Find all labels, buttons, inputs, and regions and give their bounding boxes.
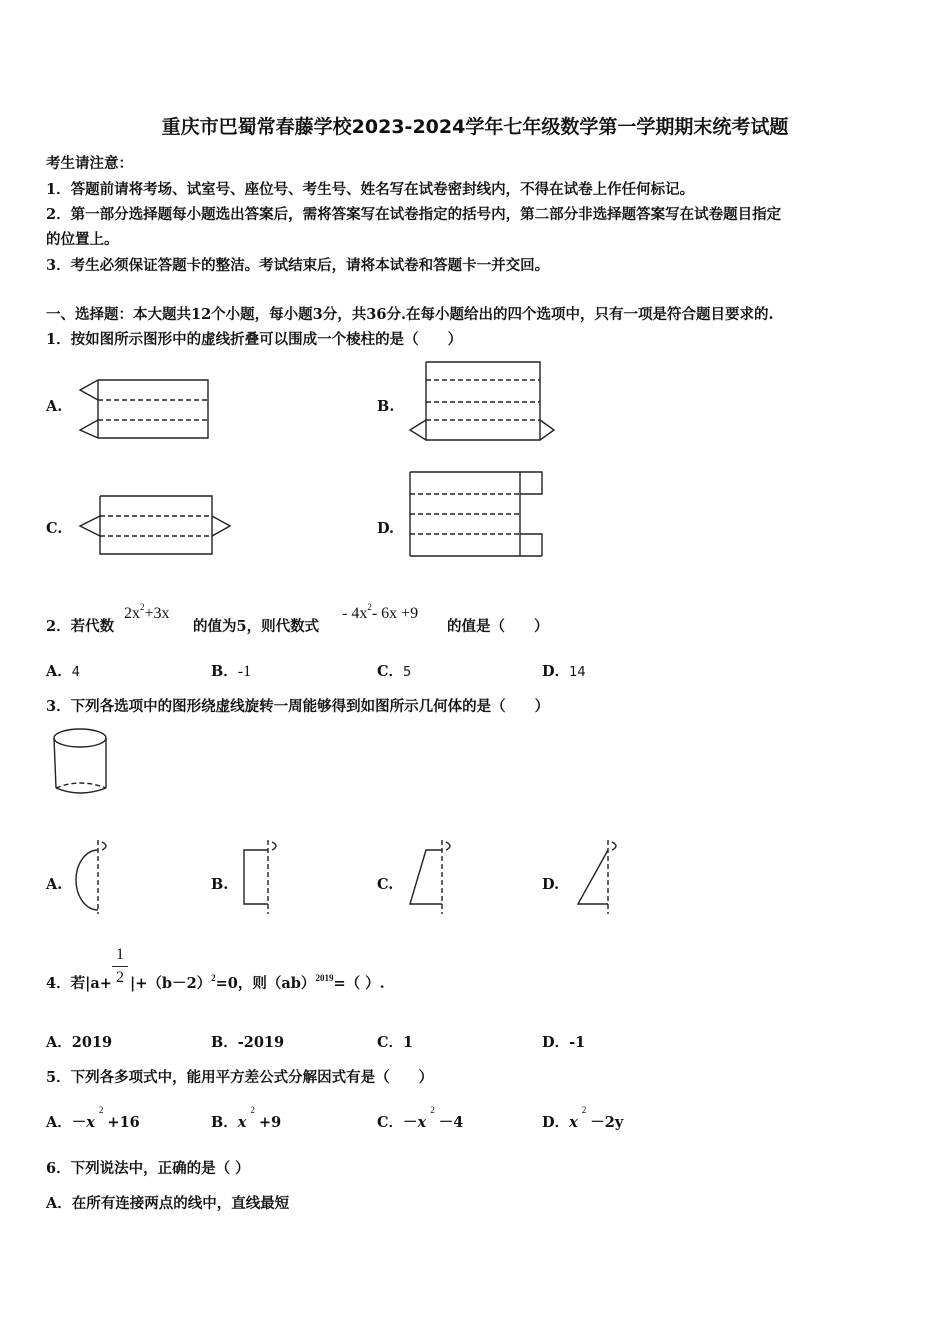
q3-cylinder-figure — [50, 726, 112, 798]
q4-fraction-denominator: 2 — [116, 969, 124, 986]
q1-option-b-label[interactable]: B. — [377, 398, 395, 415]
q2-expr2-exponent: 2 — [367, 602, 372, 612]
q2-expression-2 — [342, 603, 418, 623]
q4-option-c[interactable]: C．1 — [377, 1034, 414, 1051]
q3-figure-d-triangle — [570, 836, 626, 916]
q2-option-a[interactable]: A．4 — [46, 663, 81, 680]
section-heading: 一、选择题：本大题共12个小题，每小题3分，共36分.在每小题给出的四个选项中，只有一项是符合题目要求的. — [46, 306, 774, 323]
q3-figure-b-rectangle — [238, 836, 288, 916]
q2-option-c[interactable]: C．5 — [377, 663, 412, 680]
q4-fraction-numerator: 1 — [116, 946, 124, 963]
q2-expression-1 — [124, 603, 170, 623]
question-3-stem: 3．下列各选项中的图形绕虚线旋转一周能够得到如图所示几何体的是（ ） — [46, 698, 550, 715]
q2-expr2-rest: - 6x +9 — [371, 605, 419, 622]
q2-option-d[interactable]: D．14 — [542, 663, 586, 680]
notice-heading: 考生请注意： — [46, 155, 133, 172]
q3-figure-c-trapezoid — [402, 836, 458, 916]
q3-option-a-label[interactable]: A. — [46, 876, 63, 893]
question-4-prefix: 4．若|a+ — [46, 975, 112, 992]
q1-figure-a — [76, 376, 216, 442]
question-2-suffix: 的值是（ ） — [447, 618, 549, 635]
q1-figure-d — [406, 468, 548, 560]
question-5-stem: 5．下列各多项式中，能用平方差公式分解因式有是（ ） — [46, 1069, 434, 1086]
page-title: 重庆市巴蜀常春藤学校2023-2024学年七年级数学第一学期期末统考试题 — [161, 116, 789, 138]
q1-option-a-label[interactable]: A. — [46, 398, 63, 415]
notice-item: 1．答题前请将考场、试室号、座位号、考生号、姓名写在试卷密封线内，不得在试卷上作任何标记。 — [46, 181, 695, 198]
q4-expression: $|+(b-2)^2=0$，则（ab）$^{2019}$=（ ）. — [130, 973, 385, 992]
q6-option-a[interactable]: A．在所有连接两点的线中，直线最短 — [46, 1195, 290, 1212]
q3-figure-a-semicircle — [66, 836, 116, 916]
q2-expr1-base: 2x — [124, 605, 140, 622]
q4-option-d[interactable]: D．-1 — [542, 1034, 586, 1051]
q5-option-d[interactable]: D．$x^2-2y$ — [542, 1105, 624, 1131]
q5-option-c[interactable]: C．$-x^2-4$ — [377, 1105, 464, 1131]
q5-option-b[interactable]: B．$x^2+9$ — [211, 1105, 282, 1131]
q4-option-b[interactable]: B．-2019 — [211, 1034, 285, 1051]
notice-item: 的位置上。 — [46, 231, 119, 248]
q4-fraction — [112, 946, 128, 987]
question-2-prefix: 2．若代数 — [46, 618, 115, 635]
notice-item: 3．考生必须保证答题卡的整洁。考试结束后，请将本试卷和答题卡一并交回。 — [46, 257, 550, 274]
q2-expr1-exponent: 2 — [140, 602, 145, 612]
q1-option-c-label[interactable]: C. — [46, 520, 63, 537]
q2-expr2-base: - 4x — [342, 605, 368, 622]
q5-option-a[interactable]: A．$-x^2+16$ — [46, 1105, 140, 1131]
q4-option-a[interactable]: A．2019 — [46, 1034, 113, 1051]
q1-figure-b — [406, 358, 558, 444]
q3-option-d-label[interactable]: D. — [542, 876, 560, 893]
notice-item: 2．第一部分选择题每小题选出答案后，需将答案写在试卷指定的括号内，第二部分非选择题答案写在试卷题目指定 — [46, 206, 782, 223]
question-1-stem: 1．按如图所示图形中的虚线折叠可以围成一个棱柱的是（ ） — [46, 331, 463, 348]
q2-expr1-rest: +3x — [144, 605, 170, 622]
q2-option-b[interactable]: B．-1 — [211, 663, 252, 680]
q3-option-b-label[interactable]: B. — [211, 876, 229, 893]
question-6-stem: 6．下列说法中，正确的是（ ） — [46, 1160, 250, 1177]
question-2-mid: 的值为5，则代数式 — [193, 618, 320, 635]
q1-option-d-label[interactable]: D. — [377, 520, 395, 537]
q3-option-c-label[interactable]: C. — [377, 876, 394, 893]
q4-fraction-bar — [112, 966, 128, 967]
q1-figure-c — [76, 492, 234, 558]
